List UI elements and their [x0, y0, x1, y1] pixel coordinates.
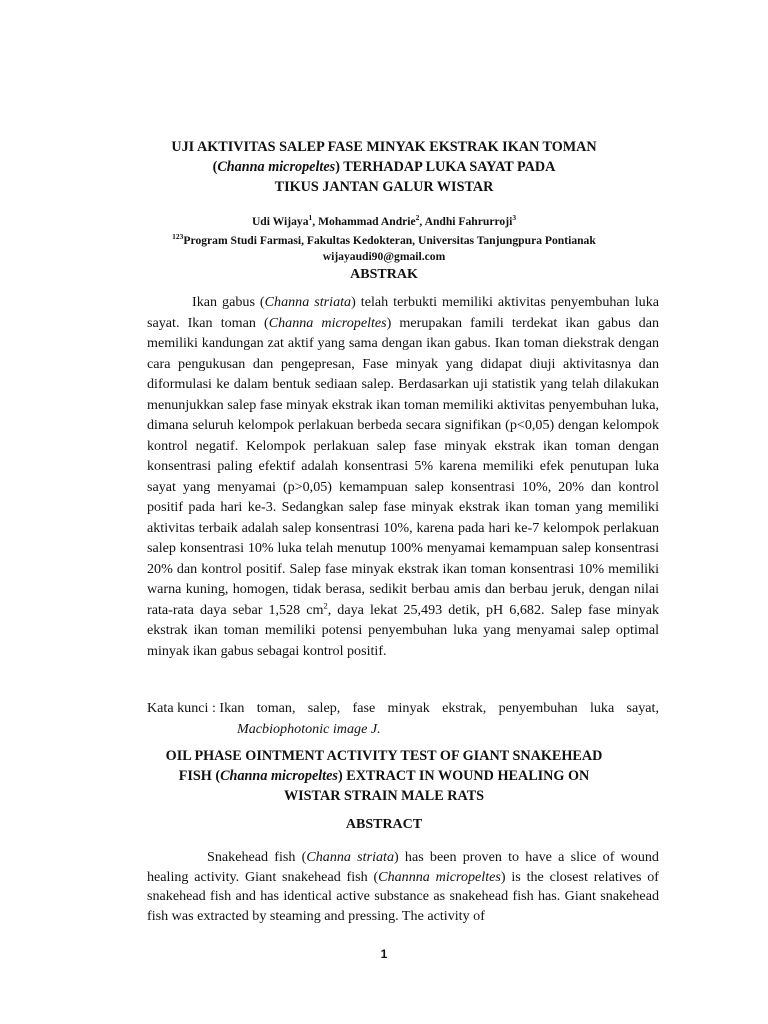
- keywords: [147, 698, 659, 740]
- abstract-heading: ABSTRACT: [345, 817, 423, 832]
- title-paren: (: [212, 159, 218, 175]
- paper-title-english: [120, 746, 648, 806]
- abstrak-species: Channa striata: [264, 294, 352, 310]
- abstrak-body: [147, 292, 659, 661]
- keywords-label: Kata kunci :: [147, 700, 220, 716]
- author-list: [120, 210, 648, 229]
- page-number: 1: [380, 947, 388, 961]
- title-line-3: TIKUS JANTAN GALUR WISTAR: [274, 179, 494, 195]
- affiliation-text: Program Studi Farmasi, Fakultas Kedokteran, Universitas Tanjungpura Pontianak: [183, 234, 596, 248]
- author-sep: ,: [419, 214, 425, 228]
- title-en-rest: ) EXTRACT IN WOUND HEALING ON: [337, 768, 590, 784]
- abstrak-text: ) merupakan famili terdekat ikan gabus dan memiliki kandungan zat aktif yang sama dengan ikan gabus. Ikan toman diekstrak dengan cara pengukusan dan pengepresan, Fase minyak yang didapat diuji aktivitasnya dan diformulasi ke dalam bentuk sediaan salep. Berdasarkan uji statistik yang telah dilakukan menunjukkan salep fase minyak ekstrak ikan toman memiliki aktivitas penyembuhan luka, dimana seluruh kelompok perlakuan berbeda secara signifikan (p<0,05) dengan kelompok kontrol negatif. Kelompok perlakuan salep fase minyak ekstrak ikan toman dengan konsentrasi paling efektif adalah konsentrasi 5% karena memiliki efek penutupan luka sayat yang menyamai (p>0,05) kemampuan salep konsentrasi 10%, 20% dan kontrol positif pada hari ke-3. Sedangkan salep fase minyak ekstrak ikan toman yang memiliki aktivitas terbaik adalah salep konsentrasi 10%, karena pada hari ke-7 kelompok perlakuan salep konsentrasi 10% luka telah menutup 100% menyamai kemampuan salep konsentrasi 20% dan kontrol positif. Salep fase minyak ekstrak ikan toman konsentrasi 10% memiliki warna kuning, homogen, tidak berasa, sedikit berbau amis dan berbau jeruk, dengan nilai rata-rata daya sebar 1,528 cm: [147, 314, 660, 618]
- author-name: Mohammad Andrie: [318, 214, 416, 228]
- abstrak-text: Ikan gabus (: [192, 294, 265, 310]
- keywords-row: [147, 698, 659, 719]
- author-sup: 1: [308, 213, 313, 222]
- abstrak-species: Channa micropeltes: [268, 314, 387, 331]
- author-email: wijayaudi90@gmail.com: [322, 249, 446, 263]
- keywords-continuation: Macbiophotonic image J.: [237, 721, 381, 737]
- title-en-pre: FISH (: [178, 768, 221, 784]
- title-en-species: Channa micropeltes: [220, 768, 338, 784]
- abstract-text: ) has been proven to have a slice of wound healing activity. Giant snakehead fish (: [147, 849, 659, 885]
- author-sup: 2: [415, 213, 420, 222]
- title-en-line-2: [120, 766, 648, 786]
- author-sup: 3: [512, 213, 517, 222]
- abstract-text: ) is the closest relatives of snakehead fish and has identical active substance as snakehead fish has. Giant snakehead fish was extracted by steaming and pressing. The activity of: [147, 868, 659, 924]
- abstrak-heading: ABSTRAK: [350, 267, 418, 282]
- title-line-2-rest: ) TERHADAP LUKA SAYAT PADA: [335, 159, 556, 175]
- author-name: Andhi Fahrurroji: [424, 214, 513, 228]
- author-block: [120, 210, 648, 264]
- abstrak-superscript: 2: [323, 599, 328, 610]
- abstract-text: Snakehead fish (: [207, 849, 307, 865]
- title-en-line-1: OIL PHASE OINTMENT ACTIVITY TEST OF GIANT SNAKEHEAD: [165, 748, 603, 764]
- abstrak-text: , daya lekat 25,493 detik, pH 6,682. Salep fase minyak ekstrak ikan toman memiliki potensi penyembuhan luka yang menyamai salep optimal minyak ikan gabus sebagai kontrol positif.: [147, 601, 660, 659]
- author-name: Udi Wijaya: [251, 214, 309, 228]
- abstract-body: [147, 848, 659, 926]
- affiliation-sup: 123: [172, 232, 184, 242]
- paper-title-indonesian: [120, 137, 648, 197]
- abstract-species: Channna micropeltes: [378, 868, 501, 885]
- title-en-line-3: WISTAR STRAIN MALE RATS: [283, 788, 485, 804]
- title-species: Channa micropeltes: [217, 159, 336, 175]
- abstract-species: Channa striata: [306, 849, 394, 865]
- author-sep: ,: [312, 214, 319, 228]
- abstrak-text: ) telah terbukti memiliki aktivitas penyembuhan luka sayat. Ikan toman (: [147, 294, 660, 331]
- title-line-1: UJI AKTIVITAS SALEP FASE MINYAK EKSTRAK IKAN TOMAN: [171, 139, 597, 155]
- affiliation: [120, 229, 648, 248]
- title-line-2: [120, 157, 648, 177]
- keywords-text: Ikan toman, salep, fase minyak ekstrak, penyembuhan luka sayat,: [219, 700, 659, 716]
